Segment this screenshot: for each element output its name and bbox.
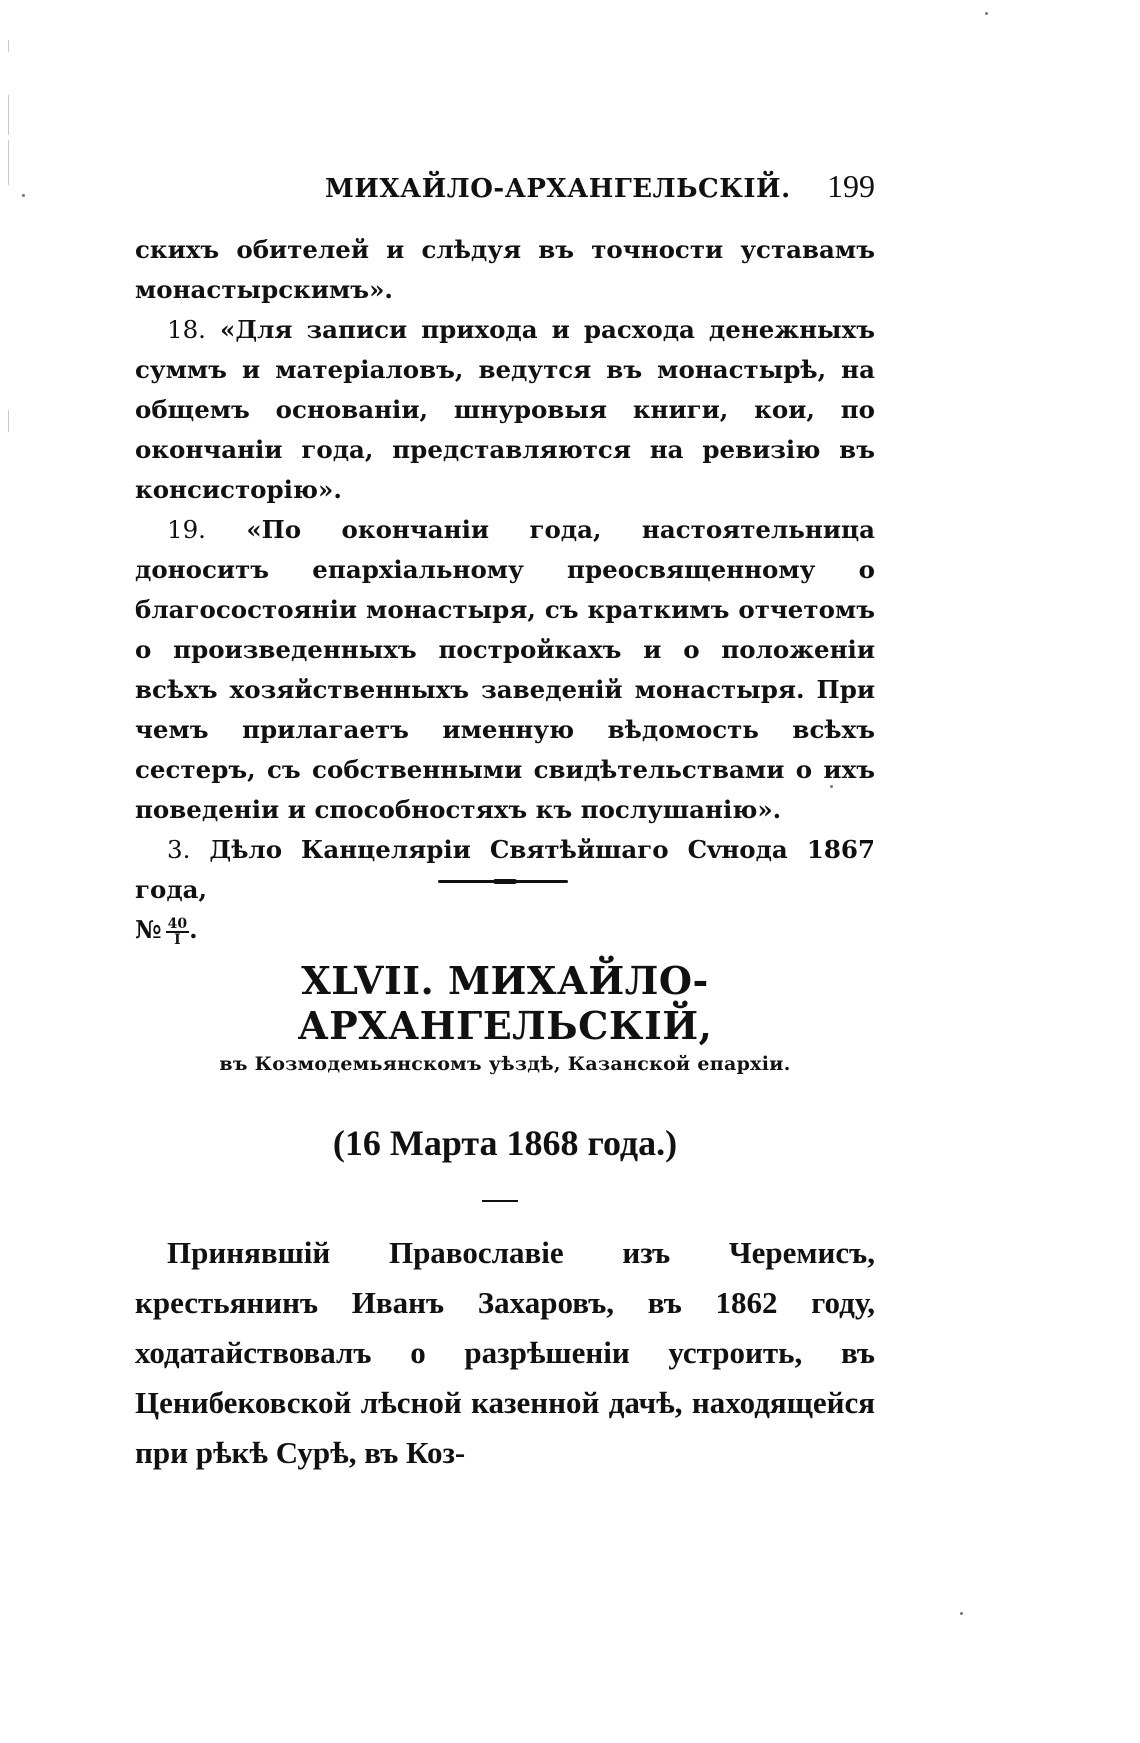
paragraph-text: «Для записи прихода и расхода денежныхъ суммъ и матеріаловъ, ведутся въ монастырѣ, на общемъ основаніи, шнуровыя книги, кои, по окончаніи года, представляются на ревизію въ консисторію».: [135, 315, 875, 504]
scan-edge-mark: [8, 40, 9, 52]
scan-edge-mark: [8, 95, 9, 135]
paragraph-number: 18.: [167, 315, 206, 344]
section-heading: XLVII. МИХАЙЛО-АРХАНГЕЛЬСКІЙ,: [297, 958, 713, 1048]
paragraph-3-reference: [135, 830, 875, 910]
intro-paragraph: Принявшій Православіе изъ Черемисъ, крестьянинъ Иванъ Захаровъ, въ 1862 году, ходатайствовалъ о разрѣшеніи устроить, въ Ценибековской лѣсной казенной дачѣ, находящейся при рѣкѣ Сурѣ, въ Коз-: [135, 1235, 875, 1470]
ornamental-divider: [438, 880, 568, 883]
paragraph-text: «По окончаніи года, настоятельница доноситъ епархіальному преосвященному о благосостояніи монастыря, съ краткимъ отчетомъ о произведенныхъ постройкахъ и о положеніи всѣхъ хозяйственныхъ заведеній монастыря. При чемъ прилагаетъ именную вѣдомость всѣхъ сестеръ, съ собственными свидѣтельствами о ихъ поведеніи и способностяхъ къ послушанію».: [135, 515, 876, 824]
running-title: МИХАЙЛО-АРХАНГЕЛЬСКІЙ.: [325, 174, 791, 204]
page-number: 199: [827, 168, 875, 204]
scan-edge-mark: [8, 410, 9, 432]
paragraph-text: Дѣло Канцеляріи Святѣйшаго Сvнода 1867 года,: [135, 835, 875, 904]
paragraph-number: 3.: [167, 835, 191, 864]
paragraph-19: [135, 510, 875, 830]
fraction-denominator: I: [174, 931, 181, 948]
scan-speck: [985, 12, 988, 15]
file-number: № $\frac{40}{I}$ .: [135, 915, 198, 948]
section-subheading: въ Козмодемьянскомъ уѣздѣ, Казанской епархіи.: [219, 1053, 791, 1075]
short-divider: [482, 1200, 518, 1202]
paragraph-number: 19.: [167, 515, 206, 544]
paragraph-continuation: скихъ обителей и слѣдуя въ точности уставамъ монастырскимъ».: [135, 235, 875, 304]
scan-speck: [22, 194, 25, 197]
running-head: [135, 168, 875, 208]
section-intro: [135, 1228, 875, 1478]
paragraph-18: [135, 310, 875, 510]
scan-edge-mark: [8, 140, 9, 185]
fraction-numerator: 40: [167, 915, 188, 932]
number-sign: №: [135, 915, 162, 944]
section-date: (16 Марта 1868 года.): [332, 1123, 678, 1163]
scan-speck: [960, 1612, 963, 1615]
body-text: [135, 230, 875, 950]
file-number-fraction: [166, 917, 189, 947]
